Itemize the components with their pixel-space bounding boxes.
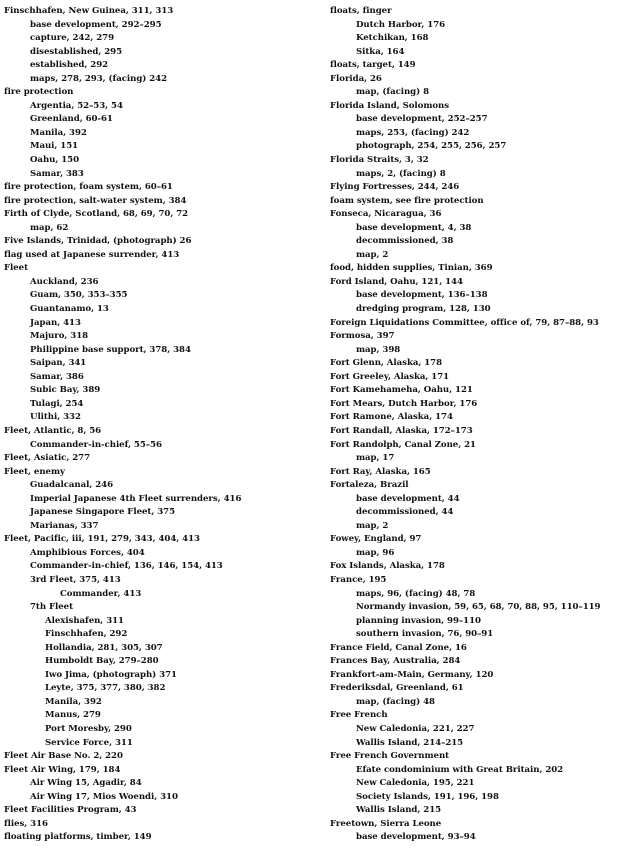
index-subentry	[330, 168, 638, 182]
entry-text: Fleet, Asiatic, 277	[4, 453, 91, 464]
index-subentry	[4, 574, 316, 588]
index-subentry	[4, 317, 316, 331]
index-subentry	[4, 411, 316, 425]
index-entry	[330, 73, 638, 87]
index-entry	[330, 411, 638, 425]
index-entry	[330, 154, 638, 168]
entry-text: Maui, 151	[30, 141, 79, 152]
entry-text: Japanese Singapore Fleet, 375	[30, 507, 175, 518]
index-subentry	[4, 493, 316, 507]
entry-text: France Field, Canal Zone, 16	[330, 642, 467, 653]
entry-text: Efate condominium with Great Britain, 202	[356, 764, 564, 775]
entry-text: Flying Fortresses, 244, 246	[330, 182, 460, 193]
index-entry	[4, 764, 316, 778]
index-entry	[330, 709, 638, 723]
index-entry	[4, 208, 316, 222]
index-subentry	[4, 113, 316, 127]
index-entry	[330, 818, 638, 832]
entry-text: 3rd Fleet, 375, 413	[30, 574, 121, 585]
entry-text: Saipan, 341	[30, 358, 87, 369]
entry-text: Frederiksdal, Greenland, 61	[330, 683, 464, 694]
index-subentry	[4, 140, 316, 154]
index-subentry	[4, 168, 316, 182]
entry-text: established, 292	[30, 60, 109, 71]
index-entry	[330, 276, 638, 290]
entry-text: Ford Island, Oahu, 121, 144	[330, 276, 463, 287]
index-subentry	[4, 669, 316, 683]
index-entry	[330, 466, 638, 480]
index-subentry	[330, 506, 638, 520]
entry-text: Fowey, England, 97	[330, 534, 422, 545]
entry-text: base development, 292–295	[30, 19, 162, 30]
index-subentry	[4, 100, 316, 114]
index-subentry	[330, 127, 638, 141]
entry-text: Florida, 26	[330, 73, 382, 84]
entry-text: Five Islands, Trinidad, (photograph) 26	[4, 236, 192, 247]
entry-text: Freetown, Sierra Leone	[330, 818, 442, 829]
index-entry	[330, 357, 638, 371]
index-subentry	[330, 19, 638, 33]
entry-text: fire protection	[4, 87, 74, 98]
index-entry	[330, 59, 638, 73]
entry-text: Manus, 279	[45, 710, 101, 721]
index-subentry	[330, 737, 638, 751]
entry-text: planning invasion, 99–110	[356, 615, 481, 626]
entry-text: Florida Island, Solomons	[330, 100, 450, 111]
entry-text: Iwo Jima, (photograph) 371	[45, 669, 177, 680]
index-subentry	[4, 276, 316, 290]
entry-text: disestablished, 295	[30, 46, 123, 57]
entry-text: Fox Islands, Alaska, 178	[330, 561, 445, 572]
entry-text: Leyte, 375, 377, 380, 382	[45, 683, 166, 694]
entry-text: Alexishafen, 311	[45, 615, 124, 626]
entry-text: Fort Ray, Alaska, 165	[330, 466, 431, 477]
entry-text: decommissioned, 38	[356, 236, 454, 247]
index-subentry	[4, 560, 316, 574]
index-subentry	[4, 357, 316, 371]
entry-text: Manila, 392	[45, 696, 102, 707]
index-subentry	[330, 140, 638, 154]
entry-text: Foreign Liquidations Committee, office of, 79, 87–88, 93	[330, 317, 599, 328]
index-subentry	[330, 764, 638, 778]
entry-text: Fort Ramone, Alaska, 174	[330, 412, 453, 423]
entry-text: Greenland, 60-61	[30, 114, 113, 125]
entry-text: Argentia, 52–53, 54	[30, 100, 123, 111]
entry-text: Fort Randolph, Canal Zone, 21	[330, 439, 476, 450]
index-subentry	[330, 289, 638, 303]
index-subentry	[330, 831, 638, 845]
entry-text: Firth of Clyde, Scotland, 68, 69, 70, 72	[4, 209, 189, 220]
index-subentry	[330, 46, 638, 60]
index-entry	[4, 5, 316, 19]
index-entry	[330, 181, 638, 195]
entry-text: base development, 44	[356, 493, 460, 504]
entry-text: Guam, 350, 353–355	[30, 290, 128, 301]
entry-text: map, (facing) 48	[356, 696, 435, 707]
index-subentry	[330, 615, 638, 629]
index-subentry	[330, 303, 638, 317]
entry-text: New Caledonia, 221, 227	[356, 723, 475, 734]
entry-text: Majuro, 318	[30, 331, 89, 342]
entry-text: Florida Straits, 3, 32	[330, 155, 429, 166]
index-subentry	[4, 398, 316, 412]
index-entry	[4, 86, 316, 100]
entry-text: Fort Glenn, Alaska, 178	[330, 358, 443, 369]
entry-text: Wallis Island, 214–215	[356, 737, 464, 748]
index-entry	[4, 262, 316, 276]
entry-text: base development, 4, 38	[356, 222, 472, 233]
index-entry	[4, 750, 316, 764]
entry-text: base development, 252–257	[356, 114, 488, 125]
entry-text: Guantanamo, 13	[30, 304, 109, 315]
index-entry	[330, 642, 638, 656]
entry-text: Fleet, Atlantic, 8, 56	[4, 425, 102, 436]
entry-text: map, (facing) 8	[356, 87, 430, 98]
index-subentry	[4, 46, 316, 60]
index-subentry	[4, 127, 316, 141]
index-entry	[4, 831, 316, 845]
index-entry	[330, 317, 638, 331]
index-subentry	[330, 601, 638, 615]
entry-text: Commander-in-chief, 55–56	[30, 439, 162, 450]
index-entry	[4, 466, 316, 480]
entry-text: base development, 136–138	[356, 290, 488, 301]
index-column-left	[4, 5, 316, 845]
entry-text: Auckland, 236	[30, 276, 99, 287]
entry-text: Fortaleza, Brazil	[330, 480, 409, 491]
entry-text: maps, 2, (facing) 8	[356, 168, 446, 179]
entry-text: Frankfort-am-Main, Germany, 120	[330, 669, 494, 680]
entry-text: capture, 242, 279	[30, 33, 115, 44]
entry-text: Fort Greeley, Alaska, 171	[330, 371, 450, 382]
index-column-right	[330, 5, 638, 845]
entry-text: Manila, 392	[30, 127, 87, 138]
index-subentry	[4, 384, 316, 398]
index-subentry	[4, 32, 316, 46]
entry-text: Humboldt Bay, 279–280	[45, 656, 159, 667]
index-subentry	[4, 371, 316, 385]
index-entry	[330, 655, 638, 669]
entry-text: Commander, 413	[60, 588, 142, 599]
entry-text: Guadalcanal, 246	[30, 480, 114, 491]
index-subentry	[4, 655, 316, 669]
entry-text: Fleet, enemy	[4, 466, 65, 477]
index-subentry	[4, 723, 316, 737]
index-entry	[4, 249, 316, 263]
index-subentry	[4, 222, 316, 236]
entry-text: Ketchikan, 168	[356, 33, 429, 44]
index-subentry	[330, 222, 638, 236]
entry-text: Fleet Facilities Program, 43	[4, 805, 137, 816]
index-entry	[330, 682, 638, 696]
index-subentry	[4, 19, 316, 33]
index-subentry	[4, 59, 316, 73]
index-subentry	[4, 73, 316, 87]
index-entry	[330, 574, 638, 588]
index-subentry	[330, 547, 638, 561]
index-subentry	[330, 32, 638, 46]
entry-text: Samar, 383	[30, 168, 84, 179]
entry-text: New Caledonia, 195, 221	[356, 778, 475, 789]
entry-text: Free French	[330, 710, 388, 721]
entry-text: Samar, 386	[30, 371, 84, 382]
entry-text: 7th Fleet	[30, 602, 74, 613]
index-entry	[4, 452, 316, 466]
index-entry	[330, 533, 638, 547]
index-subentry	[330, 452, 638, 466]
entry-text: Imperial Japanese 4th Fleet surrenders,	[30, 493, 221, 504]
index-subentry	[4, 154, 316, 168]
index-subentry	[330, 344, 638, 358]
entry-text: map, 62	[30, 222, 69, 233]
entry-text: floating platforms, timber, 149	[4, 832, 152, 843]
entry-text: Wallis Island, 215	[356, 805, 442, 816]
index-subentry	[4, 330, 316, 344]
index-subentry	[4, 289, 316, 303]
index-subentry	[4, 588, 316, 602]
entry-text: Hollandia, 281, 305, 307	[45, 642, 163, 653]
entry-text: Subic Bay, 389	[30, 385, 101, 396]
entry-text: map, 2	[356, 520, 389, 531]
index-entry	[4, 818, 316, 832]
index-subentry	[4, 506, 316, 520]
entry-text: Oahu, 150	[30, 155, 80, 166]
entry-text: Finschhafen, New Guinea, 311, 313	[4, 6, 174, 16]
entry-text: Fleet	[4, 263, 29, 274]
index-subentry	[330, 113, 638, 127]
entry-text: map, 17	[356, 453, 395, 464]
entry-text: floats, target, 149	[330, 60, 416, 71]
entry-text: map, 96	[356, 547, 395, 558]
entry-text: Philippine base support, 378, 384	[30, 344, 191, 355]
index-entry	[330, 5, 638, 19]
index-entry	[330, 195, 638, 209]
entry-text: Tulagi, 254	[30, 398, 84, 409]
entry-text: food, hidden supplies, Tinian, 369	[330, 263, 493, 274]
index-subentry	[4, 682, 316, 696]
index-subentry	[4, 709, 316, 723]
index-entry	[330, 439, 638, 453]
index-subentry	[4, 696, 316, 710]
entry-text: map, 398	[356, 344, 401, 355]
entry-text: base development, 93–94	[356, 832, 476, 843]
entry-page-emphasis: 416	[223, 493, 242, 504]
entry-text: Service Force, 311	[45, 737, 133, 748]
entry-text: photograph, 254, 255, 256, 257	[356, 141, 507, 152]
index-entry	[330, 479, 638, 493]
index-entry	[330, 384, 638, 398]
index-entry	[4, 181, 316, 195]
index-subentry	[330, 493, 638, 507]
index-entry	[4, 235, 316, 249]
entry-text: Air Wing 17, Mios Woendi, 310	[30, 791, 178, 802]
index-subentry	[4, 479, 316, 493]
entry-text: Fort Kamehameha, Oahu, 121	[330, 385, 473, 396]
entry-text: southern invasion, 76, 90–91	[356, 629, 494, 640]
entry-text: Marianas, 337	[30, 520, 99, 531]
index-subentry	[4, 642, 316, 656]
index-subentry	[330, 723, 638, 737]
entry-text: dredging program, 128, 130	[356, 304, 491, 315]
index-subentry	[330, 235, 638, 249]
entry-text: maps, 96, (facing) 48, 78	[356, 588, 476, 599]
index-subentry	[4, 344, 316, 358]
index-subentry	[4, 601, 316, 615]
index-subentry	[4, 777, 316, 791]
entry-text: foam system, see fire protection	[330, 195, 484, 206]
entry-text: fire protection, salt-water system, 384	[4, 195, 187, 206]
entry-text: maps, 278, 293, (facing) 242	[30, 73, 168, 84]
index-subentry	[4, 615, 316, 629]
entry-text: Sitka, 164	[356, 46, 405, 57]
entry-text: maps, 253, (facing) 242	[356, 127, 470, 138]
entry-text: flies, 316	[4, 818, 48, 829]
index-subentry	[4, 303, 316, 317]
entry-text: fire protection, foam system, 60–61	[4, 182, 173, 193]
index-subentry	[4, 520, 316, 534]
entry-text: Commander-in-chief, 136, 146, 154, 413	[30, 561, 223, 572]
entry-text: Dutch Harbor, 176	[356, 19, 446, 30]
entry-text: Port Moresby, 290	[45, 723, 132, 734]
index-entry	[4, 533, 316, 547]
index-subentry	[4, 737, 316, 751]
entry-text: floats, finger	[330, 6, 392, 16]
index-subentry	[330, 791, 638, 805]
index-subentry	[330, 249, 638, 263]
entry-text: Finschhafen, 292	[45, 629, 128, 640]
index-subentry	[4, 791, 316, 805]
entry-text: Formosa, 397	[330, 331, 395, 342]
index-subentry	[330, 520, 638, 534]
index-subentry	[330, 628, 638, 642]
entry-text: Fort Mears, Dutch Harbor, 176	[330, 398, 478, 409]
index-entry	[330, 425, 638, 439]
index-entry	[330, 262, 638, 276]
entry-text: flag used at Japanese surrender, 413	[4, 249, 180, 260]
index-subentry	[330, 86, 638, 100]
entry-text: Amphibious Forces, 404	[30, 547, 145, 558]
index-entry	[330, 208, 638, 222]
entry-text: Frances Bay, Australia, 284	[330, 656, 461, 667]
entry-text: France, 195	[330, 574, 387, 585]
entry-text: Fleet Air Wing, 179, 184	[4, 764, 121, 775]
entry-text: Free French Government	[330, 751, 450, 762]
entry-text: Fonseca, Nicaragua, 36	[330, 209, 442, 220]
index-entry	[330, 100, 638, 114]
entry-text: decommissioned, 44	[356, 507, 454, 518]
index-entry	[4, 425, 316, 439]
entry-text: Japan, 413	[30, 317, 81, 328]
index-subentry	[4, 547, 316, 561]
entry-text: Ulithi, 332	[30, 412, 81, 423]
index-entry	[330, 371, 638, 385]
index-entry	[4, 195, 316, 209]
index-entry	[330, 750, 638, 764]
entry-text: Air Wing 15, Agadir, 84	[30, 778, 142, 789]
index-entry	[330, 560, 638, 574]
index-entry	[330, 398, 638, 412]
index-subentry	[4, 628, 316, 642]
index-subentry	[4, 439, 316, 453]
entry-text: Fort Randall, Alaska, 172–173	[330, 425, 473, 436]
entry-text: Fleet Air Base No. 2, 220	[4, 751, 123, 762]
index-entry	[330, 669, 638, 683]
index-entry	[330, 330, 638, 344]
entry-text: Society Islands, 191, 196, 198	[356, 791, 499, 802]
index-subentry	[330, 777, 638, 791]
entry-text: Fleet, Pacific, iii, 191, 279, 343, 404, 413	[4, 534, 200, 545]
index-entry	[4, 804, 316, 818]
index-subentry	[330, 588, 638, 602]
index-subentry	[330, 696, 638, 710]
entry-text: Normandy invasion, 59, 65, 68, 70, 88, 95, 110–119	[356, 602, 601, 613]
entry-text: map, 2	[356, 249, 389, 260]
index-subentry	[330, 804, 638, 818]
